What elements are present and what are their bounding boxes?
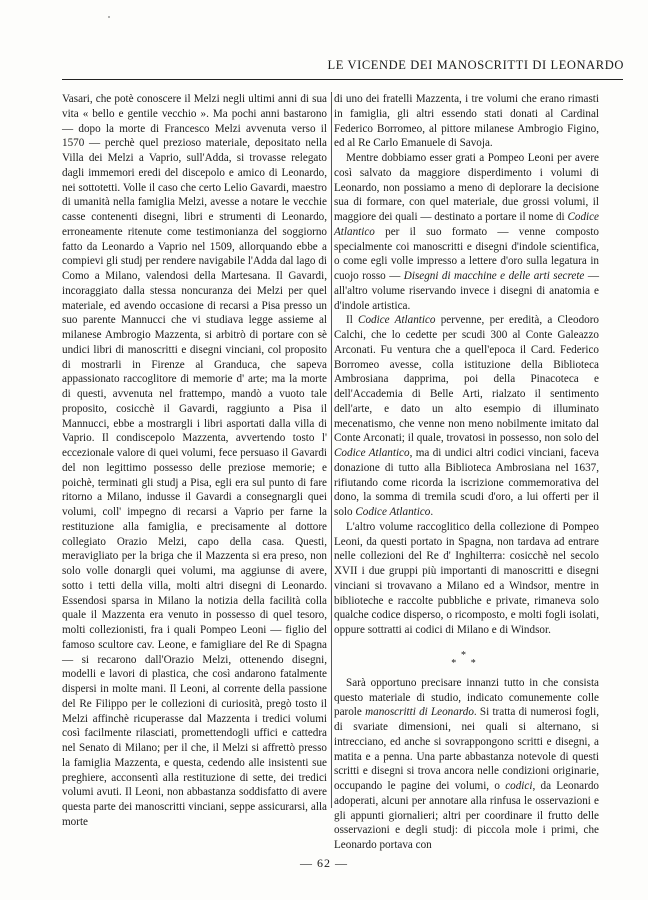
text-run: . Si tratta di numerosi fogli, di svariate dimensioni, nei quali si alternano, si intrecciano, ed anche si sovrappongono scritti e disegni, a matita e a penna. Una parte abbastanza notevole di questi scritti e disegni si trova ancora nelle condizioni originarie, occupando le pagine dei volumi, o — [334, 706, 599, 792]
separator-top-star: * — [461, 649, 472, 661]
separator-bottom-stars: * * — [451, 657, 482, 669]
right-paragraph-1: di uno dei fratelli Mazzenta, i tre volumi che erano rimasti in famiglia, gli altri essendo stati donati al Cardinal Federico Borromeo, al pittore milanese Ambrogio Figino, ed al Re Carlo Emanuele di Savoja. — [334, 93, 599, 150]
text-run: Mentre dobbiamo esser grati a Pompeo Leoni per avere così salvato da maggiore disperdimento i volumi di Leonardo, non possiamo a meno di deplorare la decisione sua di formare, con quel materiale, due grossi volumi, il maggiore dei quali — destinato a portare il nome di — [334, 152, 599, 223]
text-run: — all'altro volume riservando invece i disegni di anatomia e d'indole artistica. — [334, 270, 599, 312]
page-number: — 62 — — [300, 856, 348, 870]
left-paragraph-1: Vasari, che potè conoscere il Melzi negli ultimi anni di sua vita « bello e gentile vecchio ». Ma pochi anni bastarono — dopo la morte di Francesco Melzi avvenuta verso il 1570 — perchè quel prezioso materiale, depositato nella Villa dei Melzi a Vaprio, sull'Adda, si trovasse relegato dagli immemori eredi del discepolo e amico di Leonardo, nei sottotetti. Volle il caso che certo Lelio Gavardi, maestro di umanità nella famiglia Melzi, avesse a notare le vecchie casse contenenti disegni, libri e strumenti di Leonardo, erroneamente ritenute come testimonianza del soggiorno fatto da Leonardo a Vaprio nel 1509, allorquando ebbe a compievi gli studj per rendere navigabile l'Adda dal lago di Como a Milano, valendosi della Martesana. Il Gavardi, incoraggiato dalla stessa noncuranza dei Melzi per quel materiale, ed avendo occasione di recarsi a Pisa presso un suo parente Mannucci che vi studiava legge assieme al milanese Ambrogio Mazzenta, si arbitrò di portare con sè undici libri di manoscritti e disegni vinciani, col proposito di mostrarli in Firenze al Granduca, che sapeva appassionato raccoglitore di memorie d' arte; ma la morte di questi, avvenuta nel frattempo, mandò a vuoto tale proposito, cosicchè il Gavardi, raggiunto a Pisa il Mannucci, ebbe a mostrargli i libri asportati dalla villa di Vaprio. Il condiscepolo Mazzenta, avvertendo tosto l' eccezionale valore di quei volumi, fece persuaso il Gavardi del non legittimo possesso delle preziose memorie; e poichè, terminati gli studj a Pisa, egli era sul punto di fare ritorno a Milano, indusse il Gavardi a consegnargli quei volumi, coll' impegno di recarsi a Vaprio per farne la restituzione alla famiglia, e precisamente al dottore collegiato Orazio Melzi, capo della casa. Questi, meravigliato per la briga che il Mazzenta si era preso, non solo volle donargli quei volumi, ma aggiunse di avere, sotto i tetti della villa, molti altri disegni di Leonardo. Essendosi sparsa in Milano la notizia della facilità colla quale il Mazzenta era venuto in possesso di quel tesoro, molti collezionisti, fra i quali Pompeo Leoni — figlio del famoso scultore cav. Leone, e famigliare del Re di Spagna — si recarono dall'Orazio Melzi, ottenendo disegni, modelli e lavori di plastica, che così andarono fatalmente dispersi in molte mani. Il Leoni, al corrente della passione del Re Filippo per le collezioni di curiosità, pregò tosto il Melzi affinchè ricuperasse dal Mazzenta i tredici volumi così facilmente rilasciati, promettendogli uffici e cattedra nel Senato di Milano; per il che, il Melzi si affrettò presso la famiglia Mazzenta, e questa, cedendo alle insistenti sue preghiere, acconsentì alla restituzione di sette, dei tredici volumi avuti. Il Leoni, non abbastanza soddisfatto di avere questa parte dei manoscritti vinciani, seppe assicurarsi, alla morte — [62, 93, 327, 828]
right-column — [334, 92, 599, 853]
text-run: . — [430, 506, 434, 518]
italic-term: codici — [505, 780, 533, 792]
italic-title: Codice Atlantico — [334, 447, 410, 459]
section-separator — [334, 649, 599, 669]
italic-term: manoscritti di Leonardo — [365, 706, 474, 719]
italic-title: Codice Atlantico — [355, 506, 431, 518]
right-paragraph-2 — [334, 151, 599, 313]
text-run: Il — [346, 314, 359, 327]
italic-title: Disegni di macchine e delle arti secrete — [403, 270, 585, 282]
italic-title: Codice Atlantico — [334, 211, 599, 238]
text-run: per il suo formato — venne composto specialmente coi manoscritti e disegni d'indole scientifica, o come egli volle impresso a lettere d'oro sulla legatura in cuojo rosso — — [334, 225, 599, 282]
italic-title: Codice Atlantico — [358, 314, 436, 327]
text-run: , da Leonardo adoperati, alcuni per annotare alla rinfusa le osservazioni e gli appunti giornalieri; altri per coordinare il frutto delle osservazioni e degli studj: di piccola mole i primi, che Leonardo portava con — [334, 780, 599, 851]
right-paragraph-3 — [334, 313, 599, 520]
left-column — [62, 92, 327, 830]
running-header: LE VICENDE DEI MANOSCRITTI DI LEONARDO — [327, 58, 624, 72]
text-run: , ma di undici altri codici vinciani, faceva donazione di tutto alla Biblioteca Ambrosiana nel 1637, rifiutando come ricorda la iscrizione commemorativa del dono, la somma di tremila scudi d'oro, a lui offerti per il solo — [334, 447, 600, 518]
text-run: Sarà opportuno precisare innanzi tutto in che consista questo materiale di studio, indicato comunemente colle parole — [334, 676, 599, 719]
column-divider — [331, 92, 332, 808]
header-rule — [62, 79, 623, 80]
scan-speck — [108, 16, 110, 18]
right-paragraph-5 — [334, 676, 599, 853]
text-run: pervenne, per eredità, a Cleodoro Calchi, che lo cedette per scudi 300 al Conte Galeazzo Arconati. Fu ventura che a quell'epoca il Card. Federico Borromeo avesse, colla istituzione della Biblioteca Ambrosiana dapprima, poi della Pinacoteca e dell'Accademia di Belle Arti, rialzato il sentimento dell'arte, e dato un alto esempio di illuminato mecenatismo, che venne non meno nobilmente imitato dal Conte Arconati; il quale, trovatosi in possesso, non solo del — [334, 314, 599, 445]
right-paragraph-4: L'altro volume raccoglitico della collezione di Pompeo Leoni, da questi portato in Spagna, non tardava ad entrare nelle collezioni del Re d' Inghilterra: cosicchè nel secolo XVII i due gruppi più importanti di manoscritti e disegni vinciani si trovavano a Milano ed a Windsor, mentre in biblioteche e raccolte pubbliche e private, rimaneva solo qualche codice disperso, o ricomposto, e molti fogli isolati, oppure sottratti ai codici di Milano e di Windsor. — [334, 520, 599, 636]
